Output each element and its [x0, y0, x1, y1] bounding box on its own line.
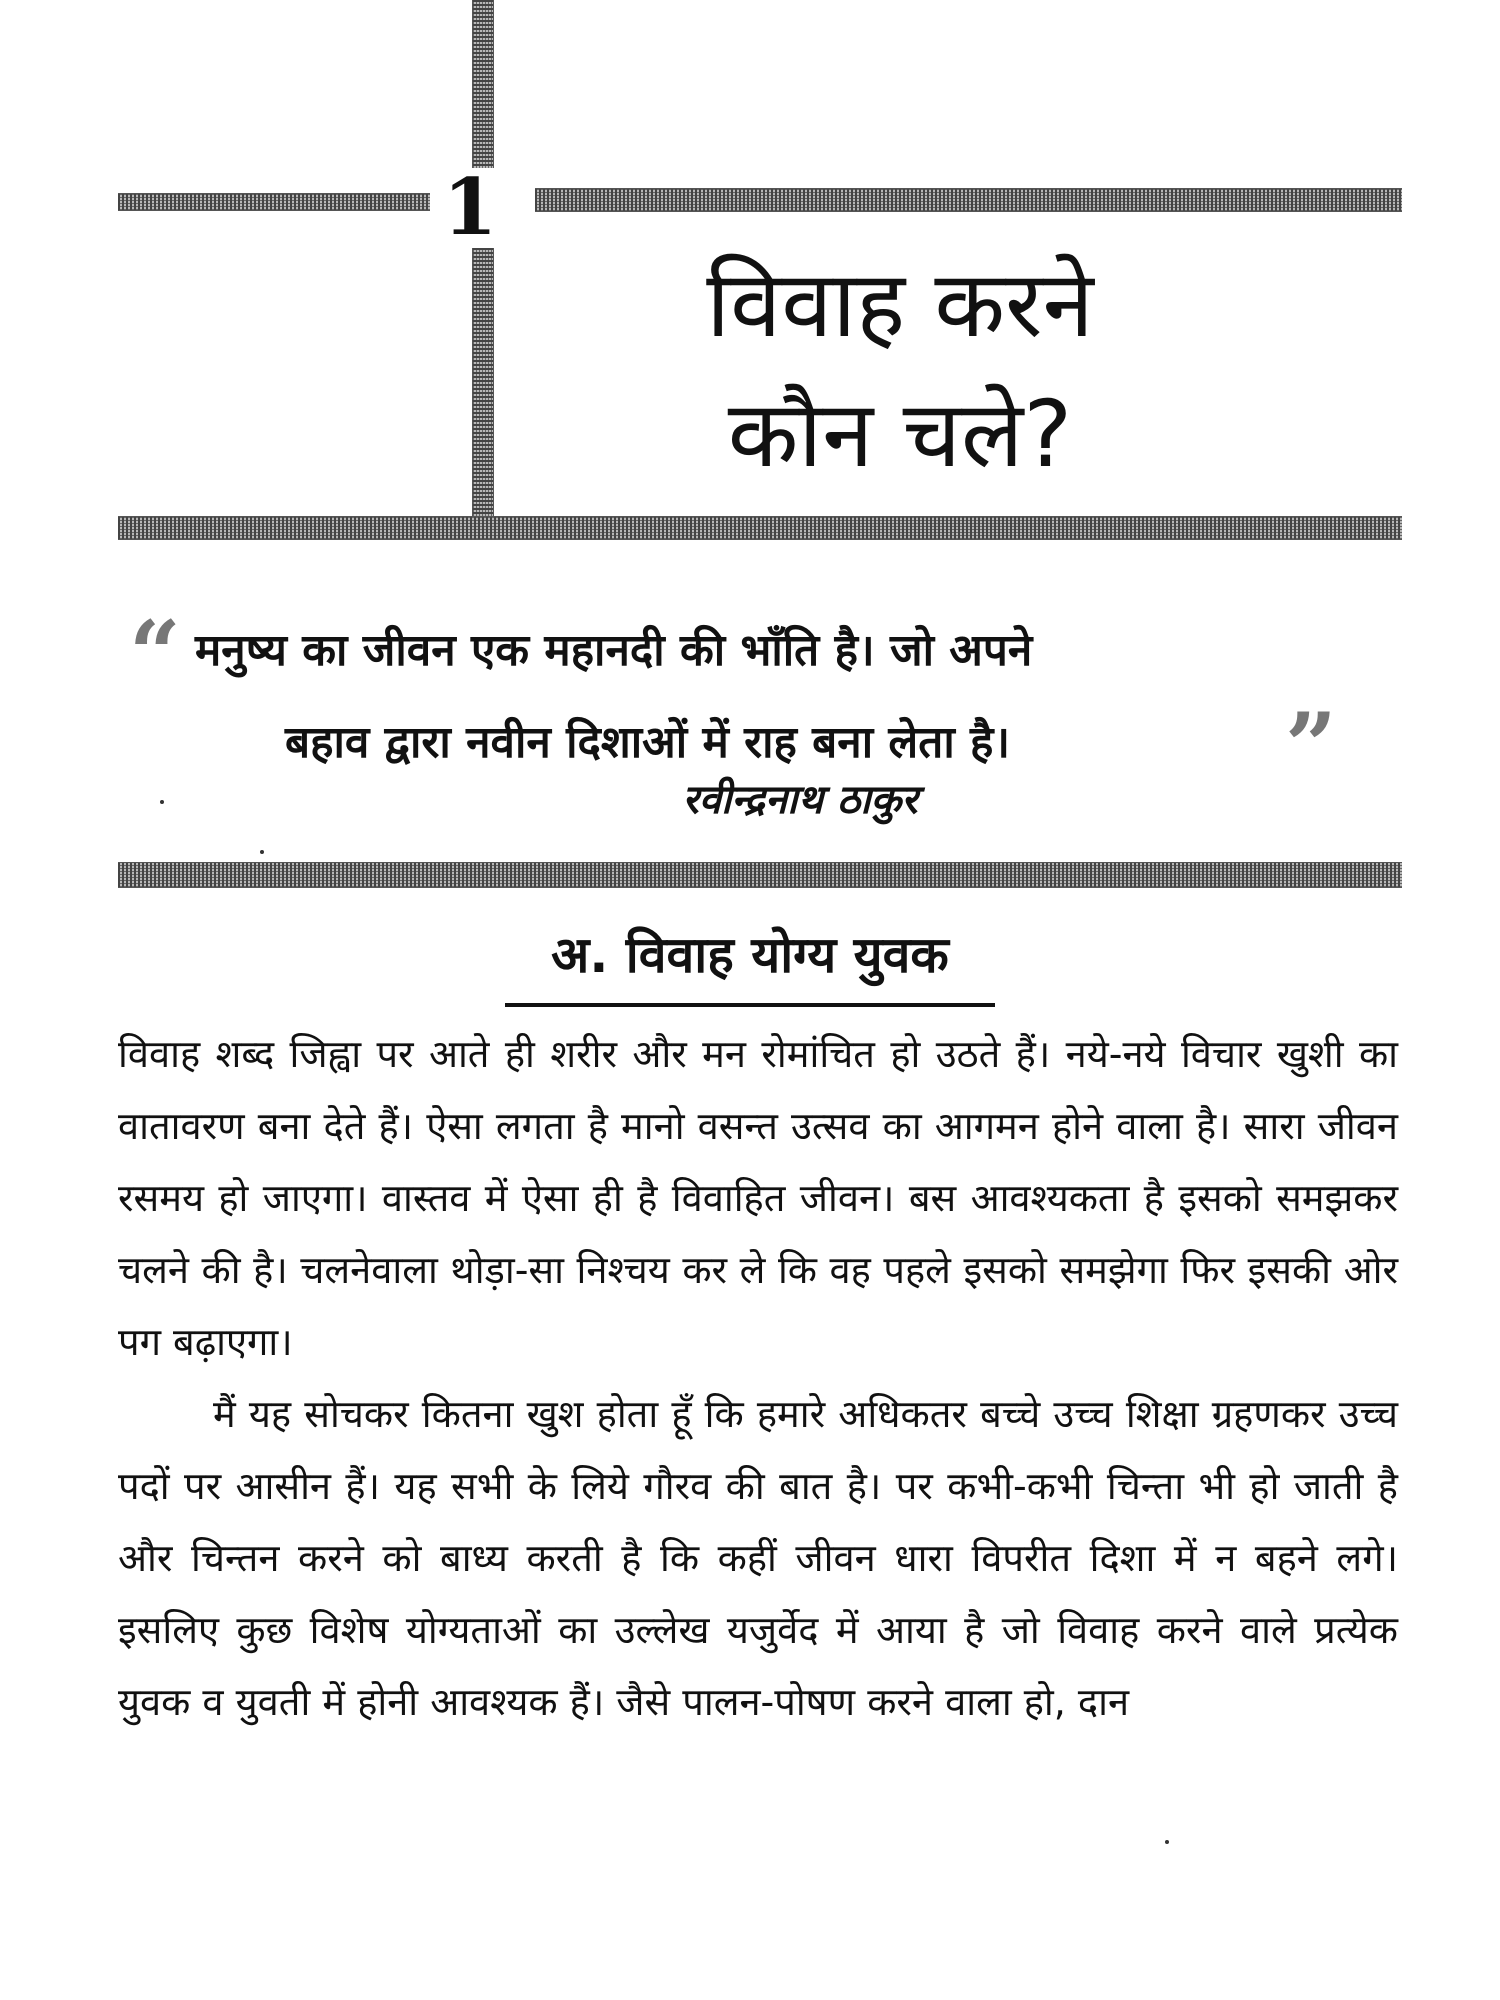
body-text [118, 1018, 1398, 1738]
chapter-title [560, 240, 1240, 500]
frame-top-left-bar [118, 193, 430, 211]
chapter-title-line-1: विवाह करने [706, 251, 1094, 358]
body-paragraph-1: विवाह शब्द जिह्वा पर आते ही शरीर और मन रोमांचित हो उठते हैं। नये-नये विचार खुशी का वातावरण बना देते हैं। ऐसा लगता है मानो वसन्त उत्सव का आगमन होने वाला है। सारा जीवन रसमय हो जाएगा। वास्तव में ऐसा ही है विवाहित जीवन। बस आवश्यकता है इसको समझकर चलने की है। चलनेवाला थोड़ा-सा निश्चय कर ले कि वह पहले इसको समझेगा फिर इसकी ओर पग बढ़ाएगा। [118, 1032, 1398, 1364]
scan-speck [260, 850, 264, 854]
quote-line-1: मनुष्य का जीवन एक महानदी की भाँति है। जो अपने [195, 625, 1033, 676]
scan-speck [160, 800, 164, 804]
chapter-title-line-2: कौन चले? [727, 381, 1073, 488]
quote-line-2: बहाव द्वारा नवीन दिशाओं में राह बना लेता है। [285, 717, 1011, 768]
close-quote-mark: ” [1285, 693, 1337, 799]
scan-speck [1165, 1840, 1169, 1844]
section-heading: अ. विवाह योग्य युवक [551, 926, 949, 984]
frame-vertical-bar [472, 0, 494, 530]
quote-author: रवीन्द्रनाथ ठाकुर [682, 777, 918, 823]
chapter-number: 1 [440, 168, 500, 248]
frame-top-right-bar [535, 188, 1402, 212]
section-heading-underline [505, 1003, 995, 1007]
body-paragraph-2: मैं यह सोचकर कितना खुश होता हूँ कि हमारे अधिकतर बच्चे उच्च शिक्षा ग्रहणकर उच्च पदों पर आसीन हैं। यह सभी के लिये गौरव की बात है। पर कभी-कभी चिन्ता भी हो जाती है और चिन्तन करने को बाध्य करती है कि कहीं जीवन धारा विपरीत दिशा में न बहने लगे। इसलिए कुछ विशेष योग्यताओं का उल्लेख यजुर्वेद में आया है जो विवाह करने वाले प्रत्येक युवक व युवती में होनी आवश्यक हैं। जैसे पालन-पोषण करने वाला हो, दान [118, 1392, 1398, 1724]
frame-title-bottom-bar [118, 516, 1402, 540]
quote-bottom-bar [118, 862, 1402, 888]
open-quote-mark: “ [129, 601, 181, 707]
